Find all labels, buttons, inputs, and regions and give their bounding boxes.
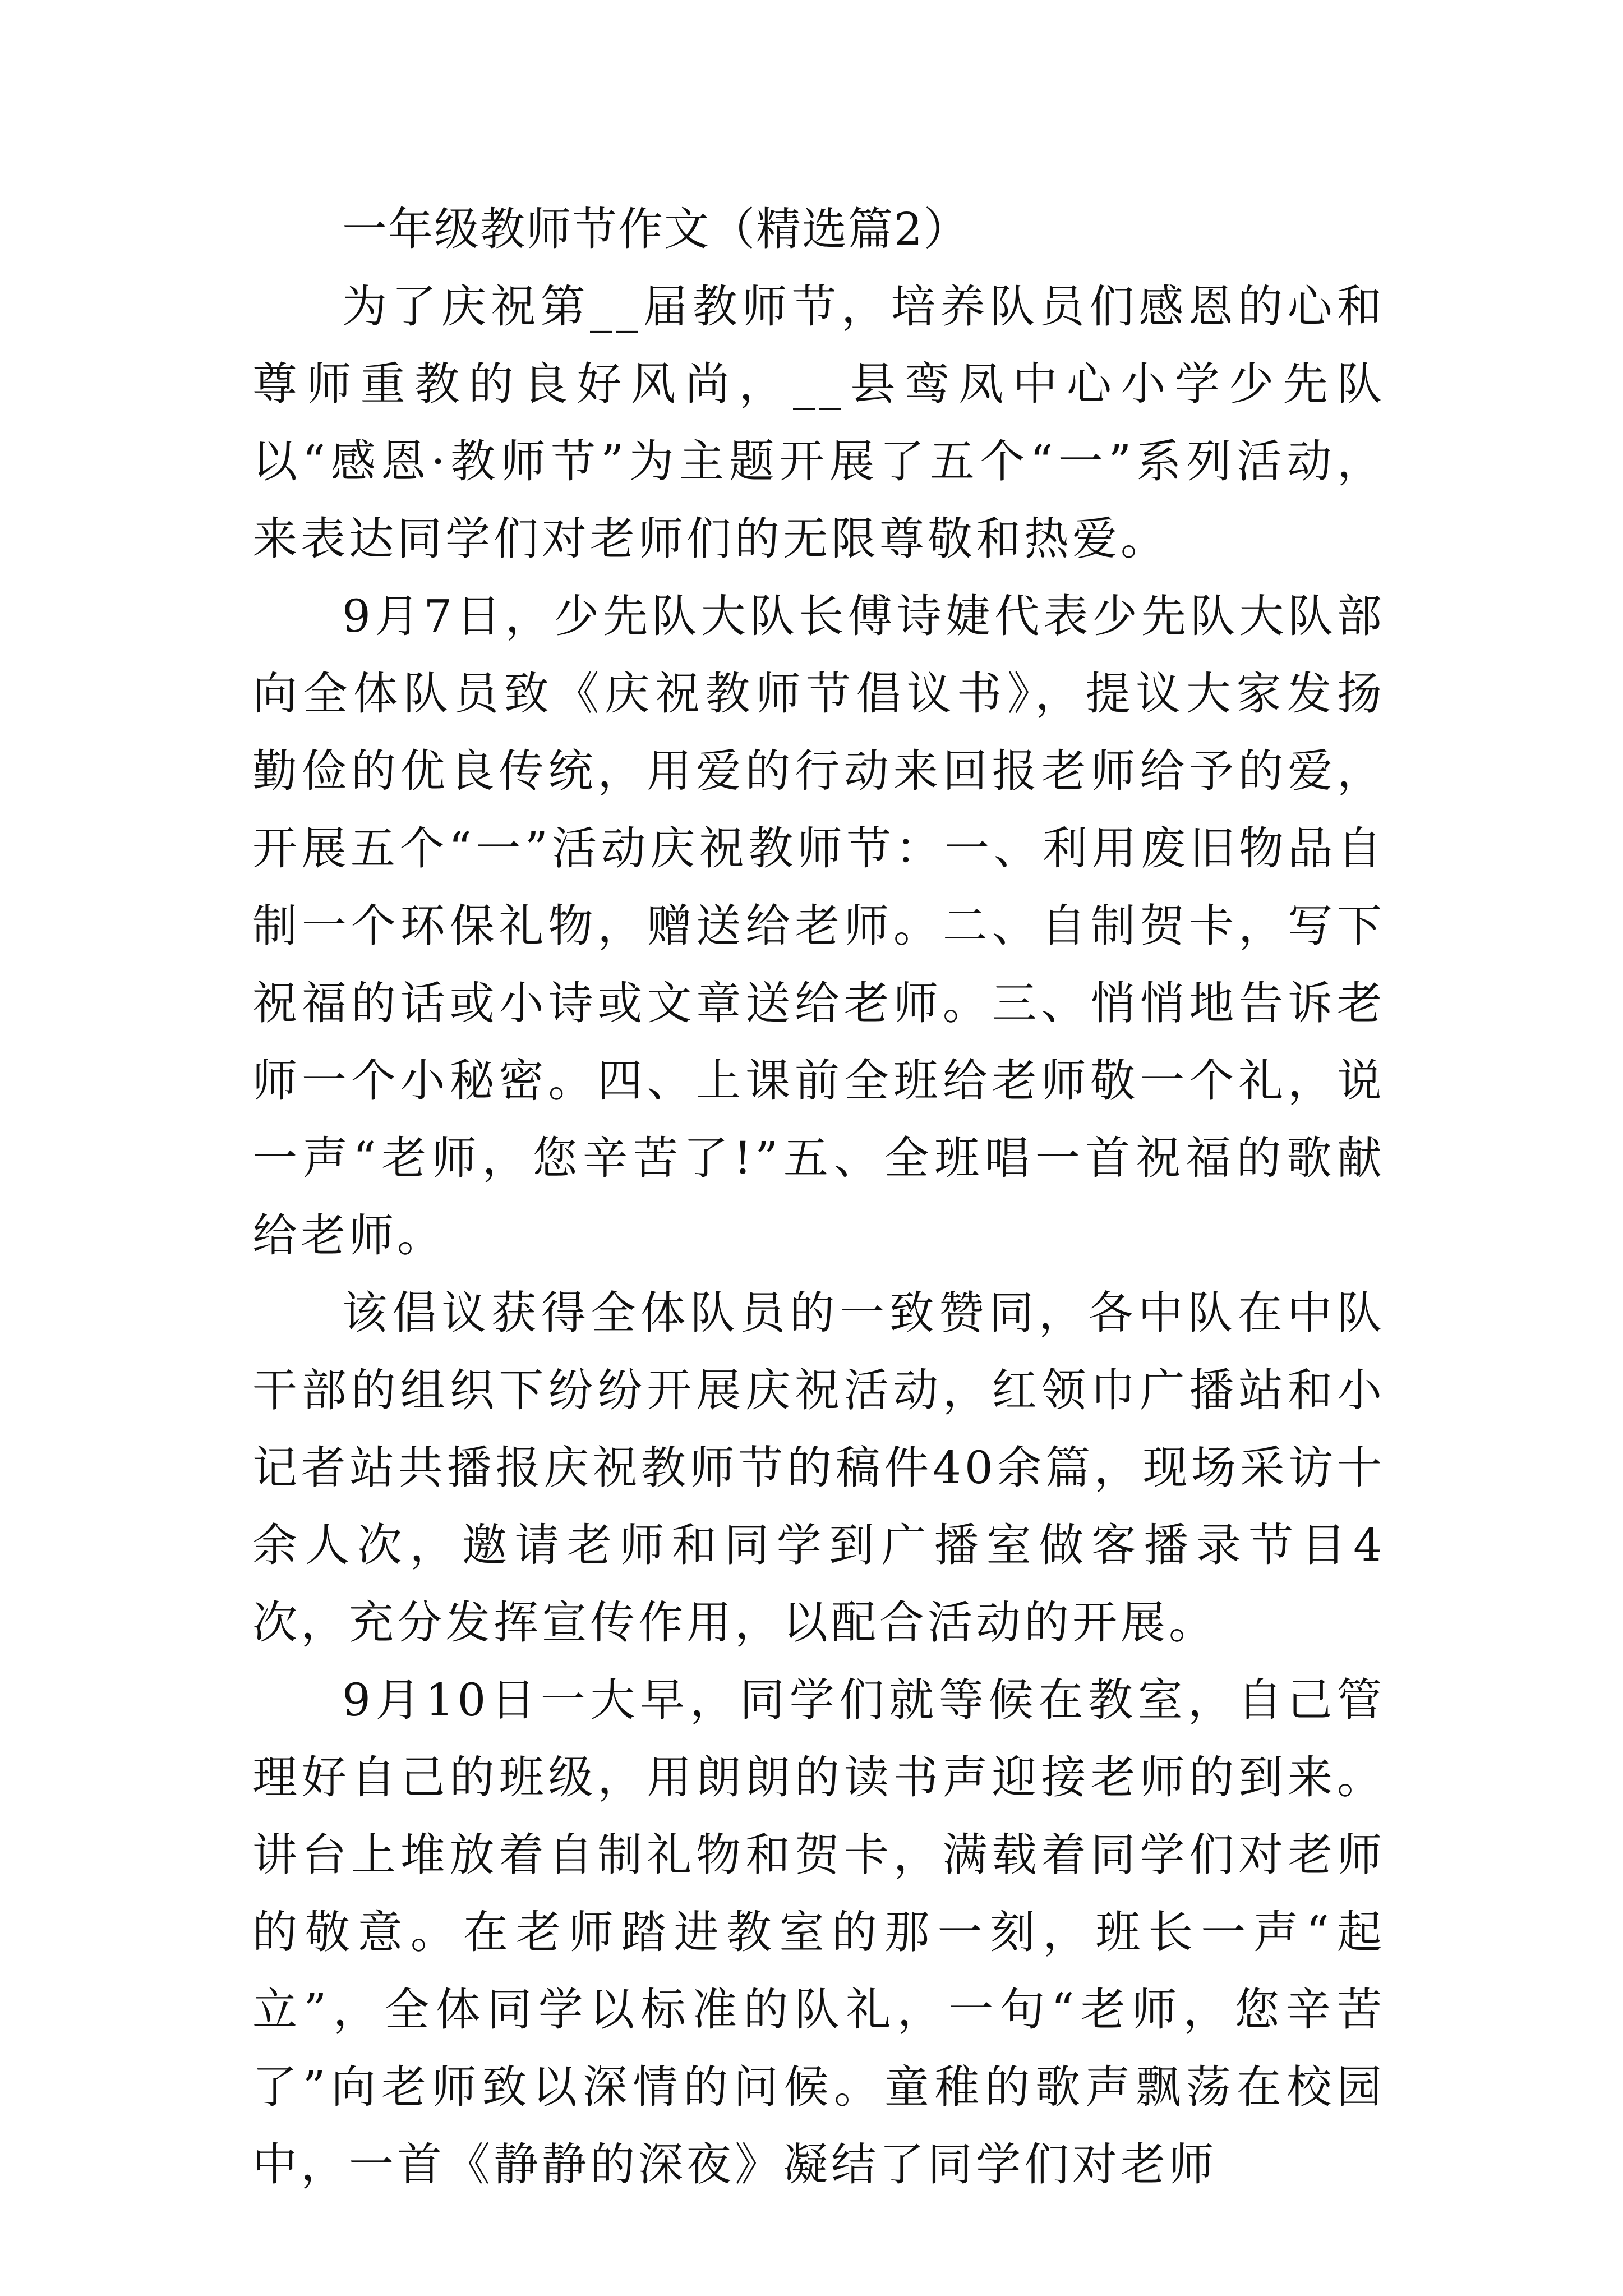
document-title: 一年级教师节作文（精选篇2） (342, 203, 970, 255)
paragraph-1: 为了庆祝第__届教师节，培养队员们感恩的心和尊师重教的良好风尚，__县鸾凤中心小学少先队以“感恩·教师节”为主题开展了五个“一”系列活动，来表达同学们对老师们的无限尊敬和热爱。 (252, 280, 1385, 565)
paragraph-2: 9月7日，少先队大队长傅诗婕代表少先队大队部向全体队员致《庆祝教师节倡议书》，提议大家发扬勤俭的优良传统，用爱的行动来回报老师给予的爱，开展五个“一”活动庆祝教师节：一、利用废旧物品自制一个环保礼物，赠送给老师。二、自制贺卡，写下祝福的话或小诗或文章送给老师。三、悄悄地告诉老师一个小秘密。四、上课前全班给老师敬一个礼，说一声“老师，您辛苦了!”五、全班唱一首祝福的歌献给老师。 (252, 590, 1385, 1262)
paragraph-3: 该倡议获得全体队员的一致赞同，各中队在中队干部的组织下纷纷开展庆祝活动，红领巾广播站和小记者站共播报庆祝教师节的稿件40余篇，现场采访十余人次，邀请老师和同学到广播室做客播录节目4次，充分发挥宣传作用，以配合活动的开展。 (252, 1287, 1385, 1649)
paragraph-4: 9月10日一大早，同学们就等候在教室，自己管理好自己的班级，用朗朗的读书声迎接老师的到来。讲台上堆放着自制礼物和贺卡，满载着同学们对老师的敬意。在老师踏进教室的那一刻，班长一声“起立”，全体同学以标准的队礼，一句“老师，您辛苦了”向老师致以深情的问候。童稚的歌声飘荡在校园中，一首《静静的深夜》凝结了同学们对老师 (252, 1674, 1385, 2191)
document-body (252, 191, 1385, 2203)
